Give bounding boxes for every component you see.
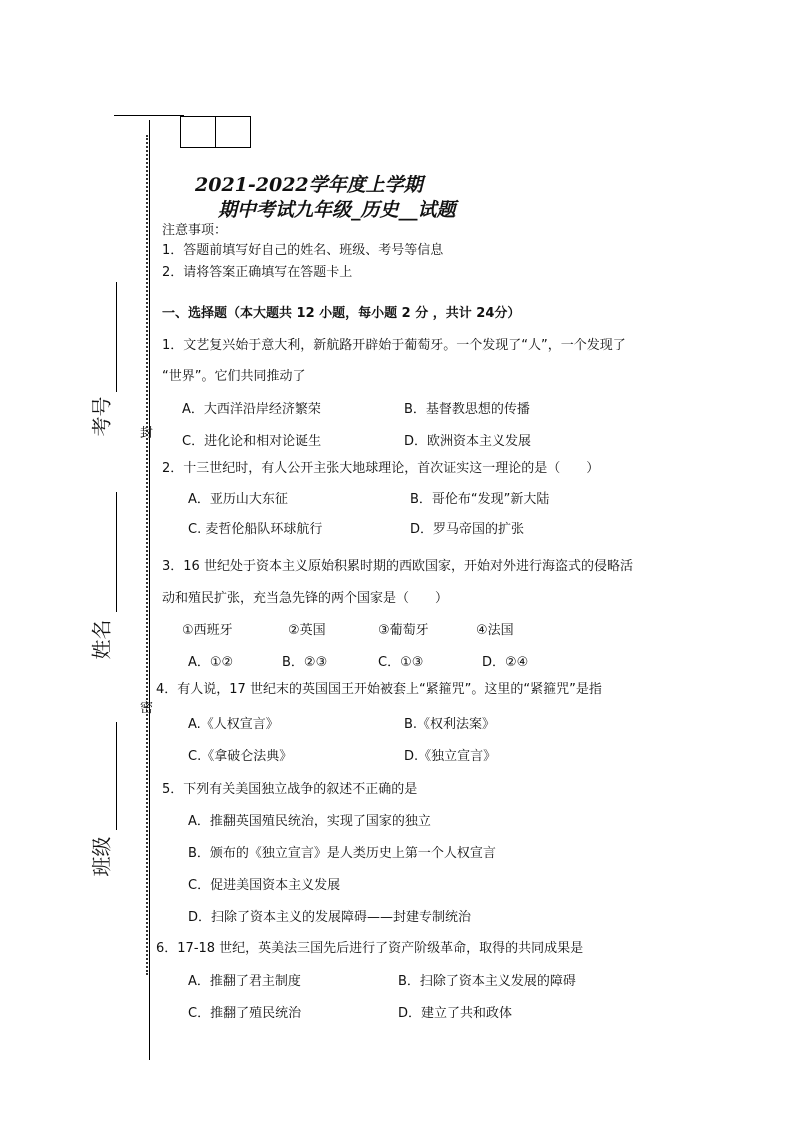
q1-option-b: B．基督教思想的传播: [404, 402, 530, 417]
kaohao-label: 考号: [89, 396, 114, 437]
q2-option-a: A．亚历山大东征: [188, 492, 288, 507]
q6-stem: 6．17-18 世纪，英美法三国先后进行了资产阶级革命，取得的共同成果是: [156, 941, 584, 956]
q1-stem-line2: “世界”。它们共同推动了: [162, 369, 306, 384]
binding-line: [149, 120, 150, 1060]
q1-stem-line1: 1．文艺复兴始于意大利，新航路开辟始于葡萄牙。一个发现了“人”，一个发现了: [162, 338, 626, 353]
seal-mi: 密: [140, 701, 154, 716]
q4-option-b: B.《权利法案》: [404, 717, 496, 732]
q4-option-d: D.《独立宣言》: [404, 749, 497, 764]
title-line1: 2021-2022学年度上学期: [195, 174, 423, 196]
q1-option-a: A．大西洋沿岸经济繁荣: [182, 402, 321, 417]
section-heading: 一、选择题（本大题共 12 小题，每小题 2 分 ，共计 24分）: [162, 306, 521, 321]
seal-dotted-line: [146, 135, 148, 975]
q6-option-b: B．扫除了资本主义发展的障碍: [398, 974, 576, 989]
q5-option-d: D．扫除了资本主义的发展障碍——封建专制统治: [188, 910, 472, 925]
q6-option-a: A．推翻了君主制度: [188, 974, 301, 989]
q5-stem: 5．下列有关美国独立战争的叙述不正确的是: [162, 782, 418, 797]
q3-item-3: ③葡萄牙: [378, 623, 429, 638]
xingming-blank-line: [116, 492, 117, 612]
q3-item-4: ④法国: [476, 623, 514, 638]
q3-item-1: ①西班牙: [182, 623, 233, 638]
notice-heading: 注意事项：: [162, 223, 228, 238]
q5-option-a: A．推翻英国殖民统治，实现了国家的独立: [188, 814, 431, 829]
notice-item-2: 2．请将答案正确填写在答题卡上: [162, 265, 353, 280]
title-line2: 期中考试九年级_历史__试题: [218, 199, 456, 221]
q4-option-c: C.《拿破仑法典》: [188, 749, 293, 764]
q2-option-c: C. 麦哲伦船队环球航行: [188, 522, 323, 537]
score-boxes: [180, 116, 251, 148]
q6-option-c: C．推翻了殖民统治: [188, 1006, 302, 1021]
q3-stem-line2: 动和殖民扩张，充当急先锋的两个国家是（ ）: [162, 591, 449, 606]
q2-option-d: D．罗马帝国的扩张: [410, 522, 525, 537]
q3-stem-line1: 3．16 世纪处于资本主义原始积累时期的西欧国家，开始对外进行海盗式的侵略活: [162, 559, 633, 574]
q3-option-a: A．①②: [188, 655, 234, 670]
q5-option-b: B．颁布的《独立宣言》是人类历史上第一个人权宣言: [188, 846, 496, 861]
q3-option-b: B．②③: [282, 655, 328, 670]
q4-stem: 4．有人说，17 世纪末的英国国王开始被套上“紧箍咒”。这里的“紧箍咒”是指: [156, 682, 602, 697]
q2-stem: 2．十三世纪时，有人公开主张大地球理论，首次证实这一理论的是（ ）: [162, 461, 600, 476]
q5-option-c: C．促进美国资本主义发展: [188, 878, 341, 893]
banji-label: 班级: [89, 836, 114, 877]
q4-option-a: A.《人权宣言》: [188, 717, 279, 732]
q3-option-c: C．①③: [378, 655, 424, 670]
q6-option-d: D．建立了共和政体: [398, 1006, 513, 1021]
q3-option-d: D．②④: [482, 655, 529, 670]
notice-item-1: 1．答题前填写好自己的姓名、班级、考号等信息: [162, 243, 444, 258]
banji-blank-line: [116, 722, 117, 830]
top-rule: [114, 115, 184, 116]
seal-feng: 封: [140, 426, 154, 441]
q2-option-b: B．哥伦布“发现”新大陆: [410, 492, 550, 507]
q1-option-c: C．进化论和相对论诞生: [182, 434, 322, 449]
q3-item-2: ②英国: [288, 623, 326, 638]
xingming-label: 姓名: [89, 619, 114, 660]
q1-option-d: D．欧洲资本主义发展: [404, 434, 532, 449]
kaohao-blank-line: [116, 282, 117, 392]
